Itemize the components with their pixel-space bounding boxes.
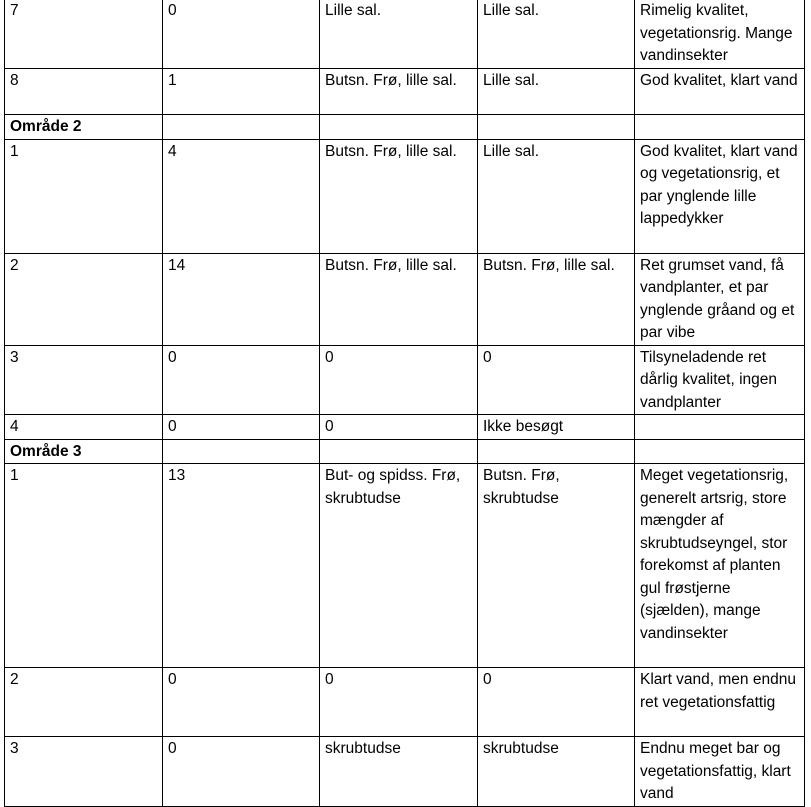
- table-cell: 0: [478, 668, 635, 737]
- table-cell: skrubtudse: [478, 737, 635, 807]
- table-row: [5, 415, 805, 440]
- table-cell: 0: [320, 345, 478, 415]
- table-cell: Butsn. Frø, lille sal.: [478, 253, 635, 345]
- table-cell: [478, 115, 635, 140]
- section-row: [5, 115, 805, 140]
- table-cell: Tilsyneladende ret dårlig kvalitet, ingen vandplanter: [635, 345, 805, 415]
- table-cell: [320, 439, 478, 464]
- table-row: [5, 253, 805, 345]
- table-cell: 0: [163, 668, 320, 737]
- table-cell: 13: [163, 464, 320, 668]
- table-cell: [320, 115, 478, 140]
- table-cell: Lille sal.: [478, 69, 635, 115]
- table-cell: [635, 115, 805, 140]
- table-cell: Endnu meget bar og vegetationsfattig, klart vand: [635, 737, 805, 807]
- table-row: [5, 668, 805, 737]
- table-cell: Lille sal.: [478, 139, 635, 253]
- table-cell: 0: [163, 415, 320, 440]
- table-row: [5, 737, 805, 807]
- table-cell: [163, 439, 320, 464]
- table-cell: 0: [320, 415, 478, 440]
- survey-table: [4, 0, 805, 807]
- table-cell: 8: [5, 69, 163, 115]
- table-cell: 0: [163, 737, 320, 807]
- table-row: [5, 464, 805, 668]
- table-cell: 4: [5, 415, 163, 440]
- table-cell: 0: [320, 668, 478, 737]
- table-cell: 2: [5, 253, 163, 345]
- table-cell: God kvalitet, klart vand: [635, 69, 805, 115]
- section-label: Område 3: [5, 439, 163, 464]
- table-cell: Butsn. Frø, lille sal.: [320, 253, 478, 345]
- table-cell: Butsn. Frø, lille sal.: [320, 139, 478, 253]
- table-cell: [635, 439, 805, 464]
- table-row: [5, 69, 805, 115]
- table-row: [5, 139, 805, 253]
- table-cell: 3: [5, 737, 163, 807]
- table-cell: 0: [478, 345, 635, 415]
- table-cell: [478, 439, 635, 464]
- table-cell: Lille sal.: [478, 0, 635, 69]
- table-cell: Klart vand, men endnu ret vegetationsfattig: [635, 668, 805, 737]
- table-row: [5, 345, 805, 415]
- table-cell: Lille sal.: [320, 0, 478, 69]
- table-cell: [635, 415, 805, 440]
- table-cell: 1: [5, 139, 163, 253]
- table-cell: Meget vegetationsrig, generelt artsrig, store mængder af skrubtudseyngel, stor forekomst af planten gul frøstjerne (sjælden), mange vandinsekter: [635, 464, 805, 668]
- table-cell: 3: [5, 345, 163, 415]
- section-label: Område 2: [5, 115, 163, 140]
- table-cell: 4: [163, 139, 320, 253]
- table-cell: 0: [163, 0, 320, 69]
- table-cell: 1: [163, 69, 320, 115]
- table-cell: skrubtudse: [320, 737, 478, 807]
- table-row: [5, 0, 805, 69]
- table-cell: Butsn. Frø, lille sal.: [320, 69, 478, 115]
- table-cell: 0: [163, 345, 320, 415]
- table-cell: [163, 115, 320, 140]
- table-cell: Butsn. Frø, skrubtudse: [478, 464, 635, 668]
- table-cell: Ikke besøgt: [478, 415, 635, 440]
- table-cell: Rimelig kvalitet, vegetationsrig. Mange vandinsekter: [635, 0, 805, 69]
- table-cell: 1: [5, 464, 163, 668]
- section-row: [5, 439, 805, 464]
- table-cell: 2: [5, 668, 163, 737]
- table-cell: 7: [5, 0, 163, 69]
- table-cell: But- og spidss. Frø, skrubtudse: [320, 464, 478, 668]
- table-cell: Ret grumset vand, få vandplanter, et par ynglende gråand og et par vibe: [635, 253, 805, 345]
- table-cell: God kvalitet, klart vand og vegetationsrig, et par ynglende lille lappedykker: [635, 139, 805, 253]
- table-cell: 14: [163, 253, 320, 345]
